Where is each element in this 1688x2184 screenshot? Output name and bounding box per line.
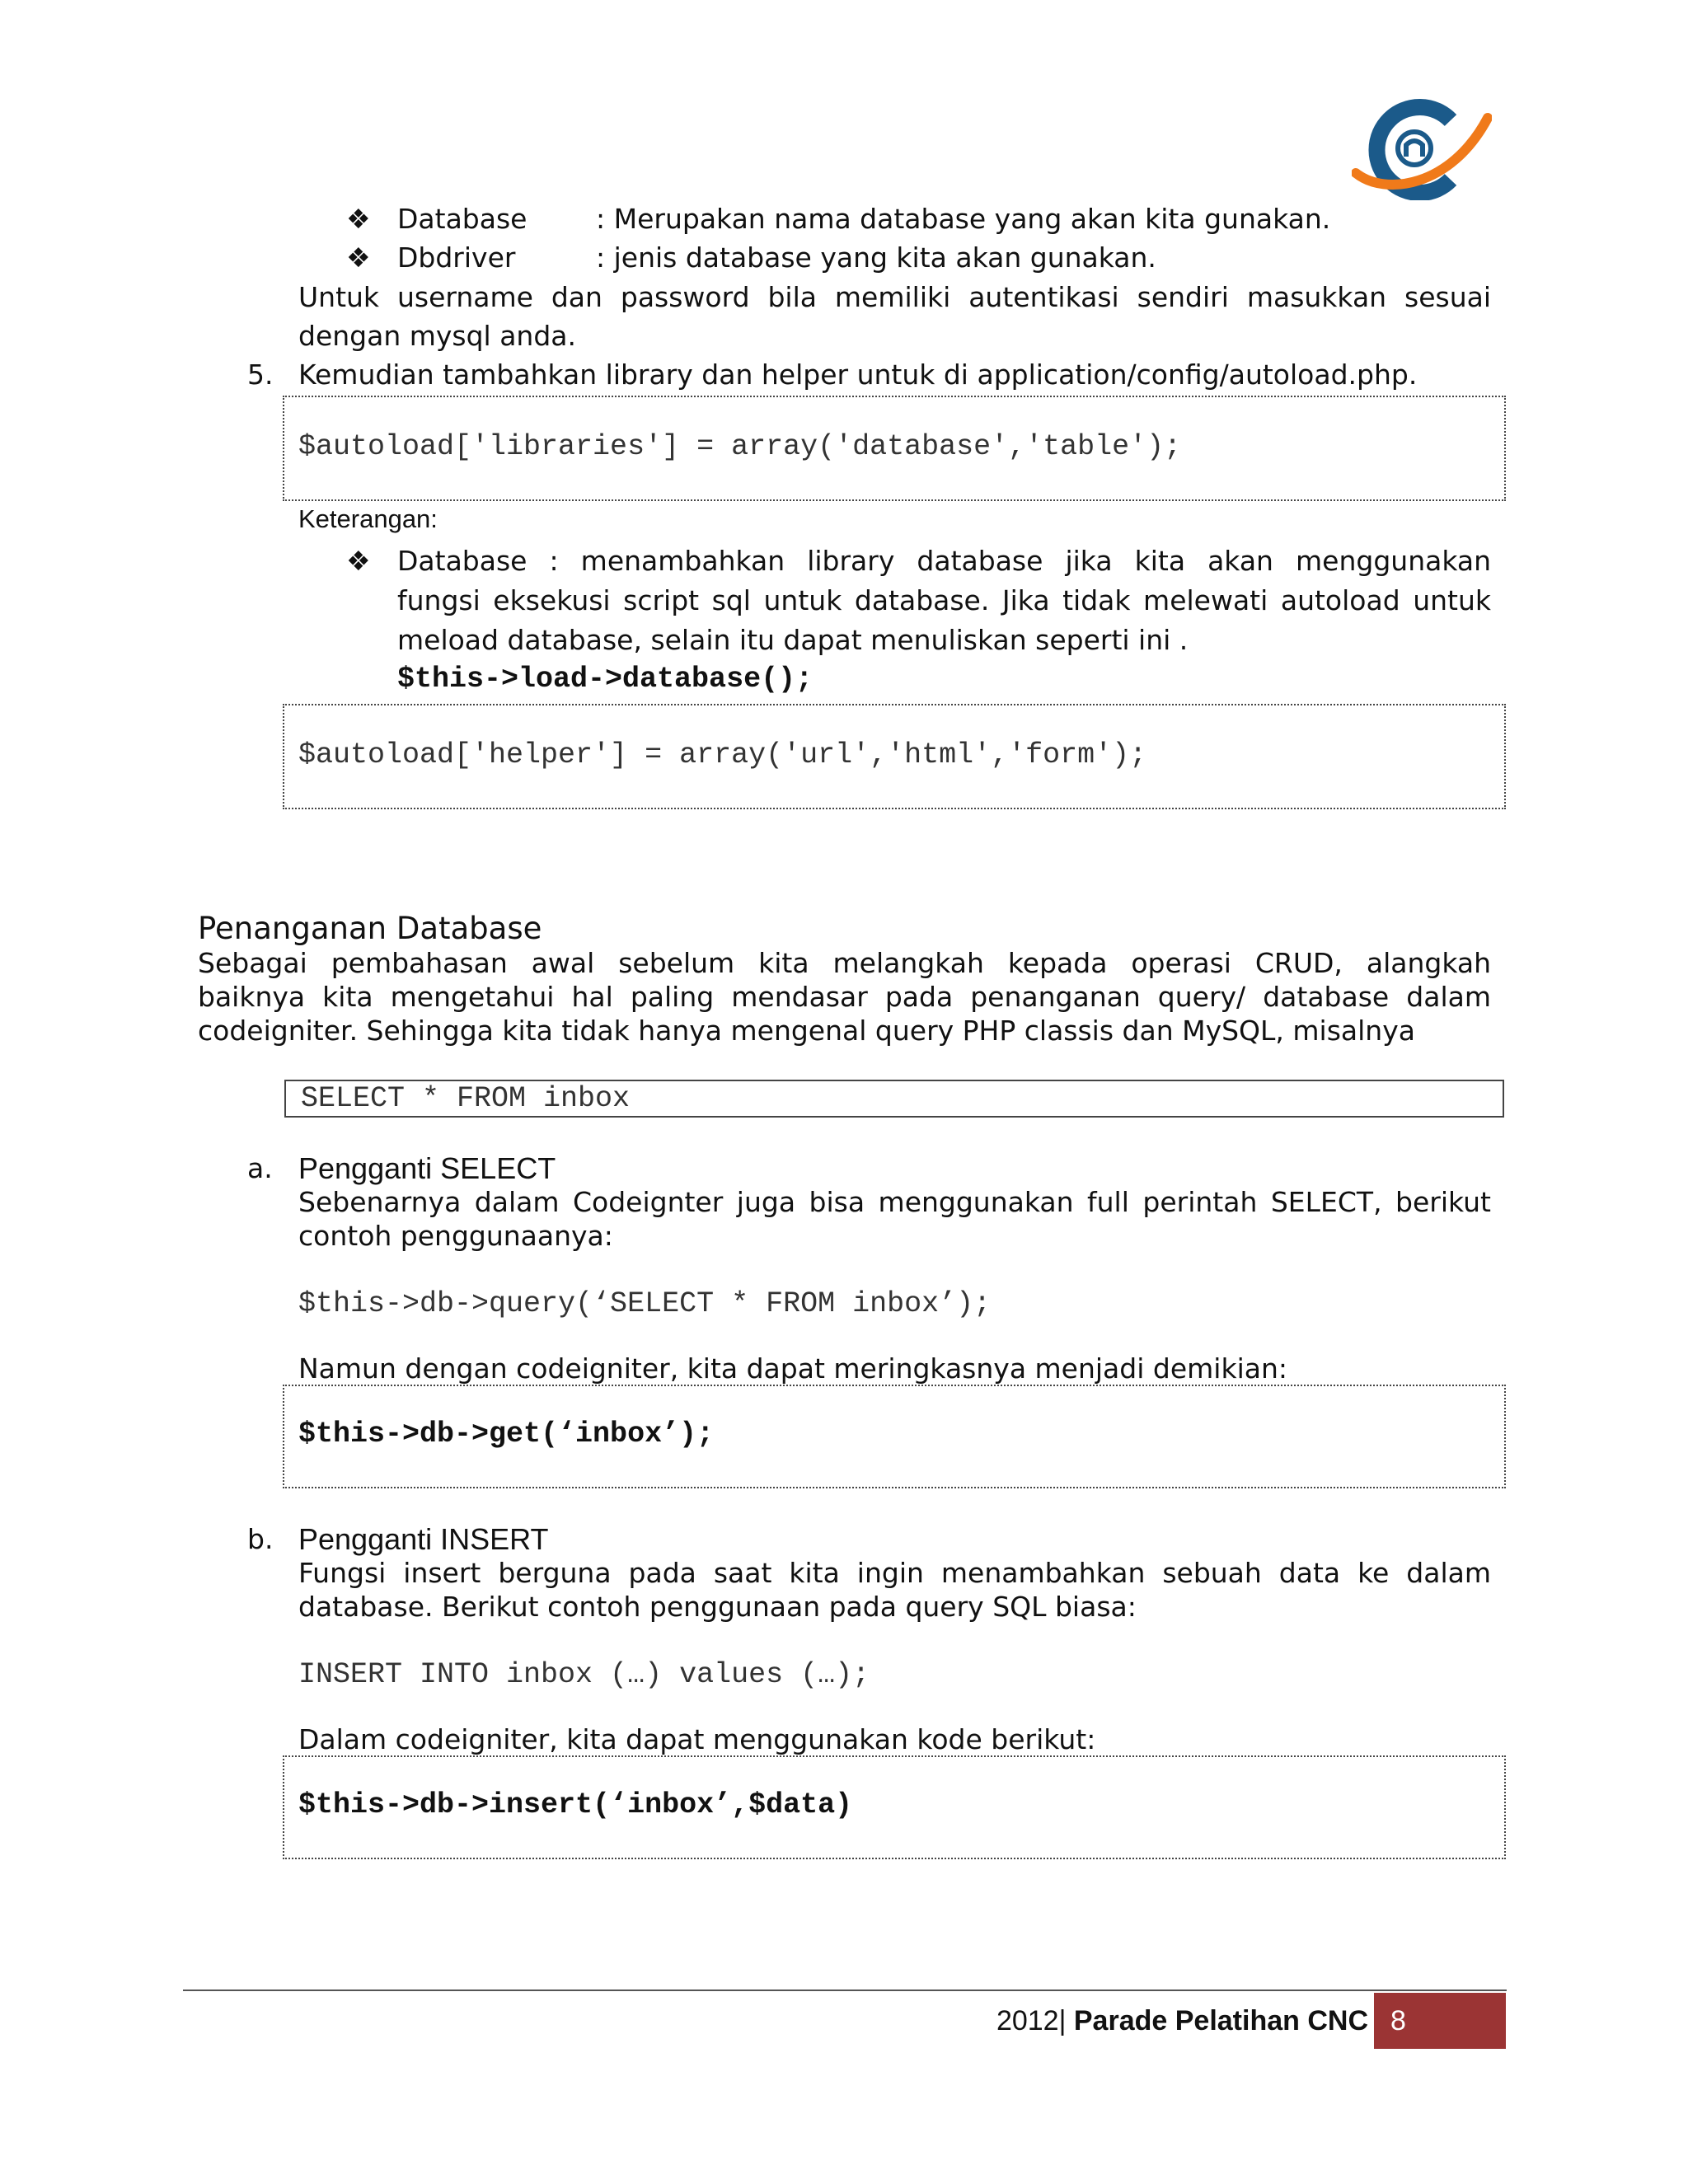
sub-b-marker: b. xyxy=(247,1523,274,1555)
auth-note-line: dengan mysql anda. xyxy=(298,320,577,352)
sub-a-code-ci: $this->db->get(‘inbox’); xyxy=(298,1418,715,1451)
config-item-term: Dbdriver xyxy=(397,241,516,274)
keterangan-label: Keterangan: xyxy=(298,504,438,533)
sub-a-marker: a. xyxy=(247,1152,273,1184)
keterangan-line: Database : menambahkan library database jika kita akan menggunakan xyxy=(397,545,1491,577)
sub-b-title: Pengganti INSERT xyxy=(298,1522,549,1556)
sub-a-line: contoh penggunaanya: xyxy=(298,1220,613,1252)
config-item-bullet: ❖ xyxy=(346,203,371,235)
step-text: Kemudian tambahkan library dan helper untuk di application/config/autoload.php. xyxy=(298,359,1418,391)
cnc-logo xyxy=(1352,97,1492,200)
sub-b-line: Fungsi insert berguna pada saat kita ingin menambahkan sebuah data ke dalam xyxy=(298,1557,1491,1589)
config-item-desc: : Merupakan nama database yang akan kita gunakan. xyxy=(596,203,1331,235)
sub-b-code-plain: INSERT INTO inbox (…) values (…); xyxy=(298,1658,870,1691)
config-item-bullet: ❖ xyxy=(346,241,371,274)
step-number: 5. xyxy=(247,359,274,391)
auth-note-line: Untuk username dan password bila memiliki autentikasi sendiri masukkan sesuai xyxy=(298,281,1491,313)
footer-separator: | xyxy=(1058,2005,1067,2036)
footer-page-badge xyxy=(1374,1993,1506,2049)
sub-b-note: Dalam codeigniter, kita dapat menggunakan kode berikut: xyxy=(298,1723,1096,1755)
sub-b-line: database. Berikut contoh penggunaan pada query SQL biasa: xyxy=(298,1591,1137,1623)
footer-rule xyxy=(183,1990,1507,1991)
code-libraries: $autoload['libraries'] = array('database','table'); xyxy=(298,430,1182,463)
sub-b-code-ci: $this->db->insert(‘inbox’,$data) xyxy=(298,1788,853,1821)
footer-title: Parade Pelatihan CNC xyxy=(1073,2005,1368,2036)
footer-year: 2012 xyxy=(996,2005,1059,2036)
code-helper: $autoload['helper'] = array('url','html','form'); xyxy=(298,738,1147,771)
sub-a-note: Namun dengan codeigniter, kita dapat meringkasnya menjadi demikian: xyxy=(298,1352,1287,1385)
footer-page-number: 8 xyxy=(1390,2005,1406,2036)
section-intro-line: codeigniter. Sehingga kita tidak hanya mengenal query PHP classis dan MySQL, misalnya xyxy=(198,1015,1415,1047)
config-item-term: Database xyxy=(397,203,528,235)
keterangan-line: meload database, selain itu dapat menuliskan seperti ini . xyxy=(397,624,1189,656)
footer-text xyxy=(956,2003,1368,2039)
sub-a-title: Pengganti SELECT xyxy=(298,1151,556,1185)
keterangan-bullet: ❖ xyxy=(346,545,371,577)
config-item-desc: : jenis database yang kita akan gunakan. xyxy=(596,241,1156,274)
code-select: SELECT * FROM inbox xyxy=(301,1082,631,1115)
section-intro-line: baiknya kita mengetahui hal paling mendasar pada penanganan query/ database dalam xyxy=(198,981,1491,1013)
sub-a-code-plain: $this->db->query(‘SELECT * FROM inbox’); xyxy=(298,1287,992,1320)
section-intro-line: Sebagai pembahasan awal sebelum kita melangkah kepada operasi CRUD, alangkah xyxy=(198,947,1491,979)
section-title: Penanganan Database xyxy=(198,911,542,946)
sub-a-line: Sebenarnya dalam Codeignter juga bisa menggunakan full perintah SELECT, berikut xyxy=(298,1186,1491,1218)
keterangan-code: $this->load->database(); xyxy=(397,663,814,696)
keterangan-line: fungsi eksekusi script sql untuk database. Jika tidak melewati autoload untuk xyxy=(397,584,1491,616)
